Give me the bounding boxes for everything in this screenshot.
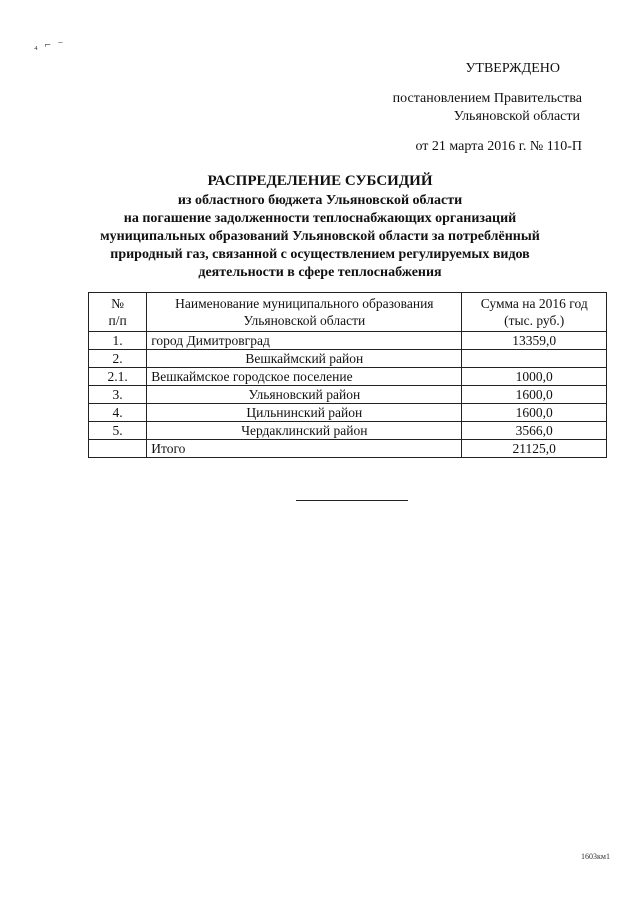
- row-sum: 1600,0: [462, 404, 607, 422]
- header-name-line-2: Ульяновской области: [243, 313, 366, 328]
- row-sum: 21125,0: [462, 440, 607, 458]
- table-row: [89, 350, 607, 368]
- row-name: Чердаклинский район: [147, 422, 462, 440]
- closing-rule: [296, 500, 408, 501]
- row-name: Ульяновский район: [147, 386, 462, 404]
- heading-line-4: природный газ, связанной с осуществлением регулируемых видов: [110, 247, 530, 262]
- table-total-row: [89, 440, 607, 458]
- row-number: 2.: [89, 350, 147, 368]
- heading-title: РАСПРЕДЕЛЕНИЕ СУБСИДИЙ: [207, 173, 433, 189]
- row-name: Цильнинский район: [147, 404, 462, 422]
- row-sum: 13359,0: [462, 332, 607, 350]
- table-row: [89, 422, 607, 440]
- header-sum-line-1: Сумма на 2016 год: [480, 296, 588, 311]
- row-sum: 1000,0: [462, 368, 607, 386]
- approval-stamp: [382, 60, 582, 156]
- row-number: 3.: [89, 386, 147, 404]
- approval-line-1: постановлением Правительства: [392, 91, 582, 106]
- header-name: [147, 293, 462, 332]
- header-sum-line-2: (тыс. руб.): [504, 313, 565, 328]
- header-number: [89, 293, 147, 332]
- heading-line-1: из областного бюджета Ульяновской области: [177, 193, 463, 208]
- row-name: Вешкаймское городское поселение: [147, 368, 462, 386]
- header-number-line-2: п/п: [108, 313, 127, 328]
- row-sum: [462, 350, 607, 368]
- header-sum: [462, 293, 607, 332]
- table-row: [89, 332, 607, 350]
- table-header-row: [89, 293, 607, 332]
- table-row: [89, 368, 607, 386]
- table-row: [89, 404, 607, 422]
- document-code: 1603км1: [581, 852, 610, 861]
- header-number-line-1: №: [111, 296, 125, 311]
- row-number: 1.: [89, 332, 147, 350]
- heading-line-3: муниципальных образований Ульяновской области за потреблённый: [100, 229, 540, 244]
- row-sum: 3566,0: [462, 422, 607, 440]
- row-name: Вешкаймский район: [147, 350, 462, 368]
- document-heading: [70, 172, 570, 282]
- subsidy-table: [88, 292, 607, 458]
- row-number: 5.: [89, 422, 147, 440]
- heading-line-2: на погашение задолженности теплоснабжающих организаций: [123, 211, 517, 226]
- row-number: [89, 440, 147, 458]
- row-number: 2.1.: [89, 368, 147, 386]
- header-name-line-1: Наименование муниципального образования: [175, 296, 434, 311]
- row-number: 4.: [89, 404, 147, 422]
- row-sum: 1600,0: [462, 386, 607, 404]
- row-name: Итого: [147, 440, 462, 458]
- row-name: город Димитровград: [147, 332, 462, 350]
- approval-line-3: от 21 марта 2016 г. № 110-П: [415, 139, 582, 154]
- approval-line-2: Ульяновской области: [453, 109, 580, 124]
- heading-line-5: деятельности в сфере теплоснабжения: [198, 265, 442, 280]
- approval-title: УТВЕРЖДЕНО: [465, 61, 560, 76]
- table-row: [89, 386, 607, 404]
- scan-marks: ₄ ⌐ ⁻: [34, 39, 66, 51]
